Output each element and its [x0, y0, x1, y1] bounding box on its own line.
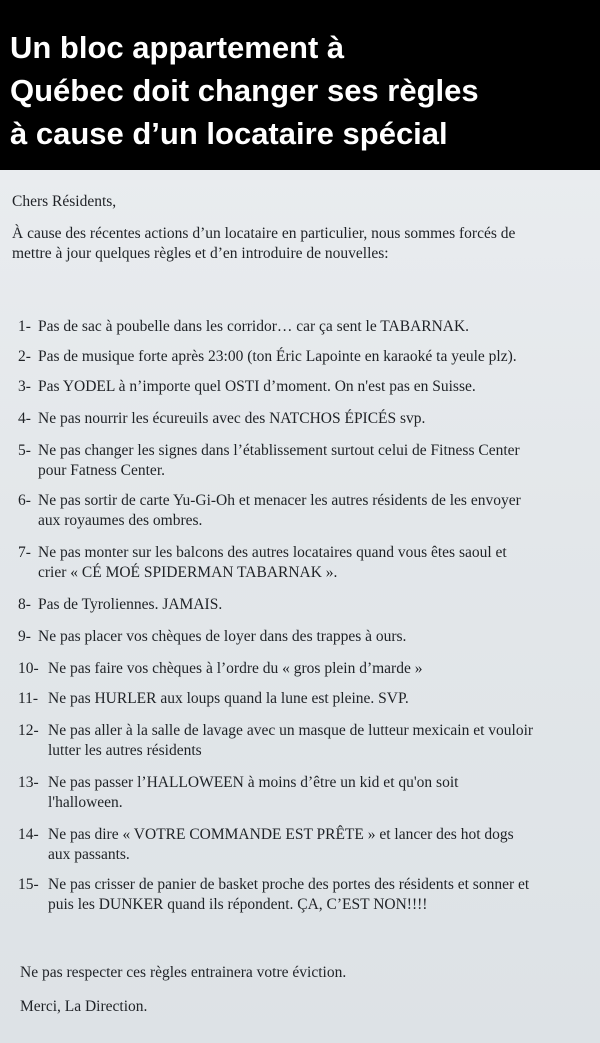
- rule-text-line: Ne pas monter sur les balcons des autres locataires quand vous êtes saoul et: [38, 544, 507, 561]
- rule-text: [48, 875, 600, 915]
- rule-number: 4-: [18, 410, 31, 427]
- rule-number: 11-: [18, 690, 39, 707]
- headline-line: Un bloc appartement à: [10, 30, 345, 65]
- rule-text: [38, 543, 590, 583]
- rule-text: [48, 721, 600, 761]
- rule-text-line: Ne pas sortir de carte Yu-Gi-Oh et menacer les autres résidents de les envoyer: [38, 492, 521, 509]
- rule-number: 9-: [18, 628, 31, 645]
- rule-text-line: puis les DUNKER quand ils répondent. ÇA, C’EST NON!!!!: [48, 896, 428, 913]
- eviction-warning: Ne pas respecter ces règles entrainera votre éviction.: [20, 964, 347, 981]
- rule-text: [38, 441, 590, 481]
- rule-text-line: Ne pas passer l’HALLOWEEN à moins d’être un kid et qu'on soit: [48, 774, 459, 791]
- rule-text-line: Ne pas aller à la salle de lavage avec un masque de lutteur mexicain et vouloir: [48, 722, 534, 739]
- rule-text-line: Pas de musique forte après 23:00 (ton Éric Lapointe en karaoké ta yeule plz).: [38, 348, 517, 365]
- rule-text-line: Ne pas HURLER aux loups quand la lune est pleine. SVP.: [48, 690, 409, 707]
- rule-number: 1-: [18, 318, 31, 335]
- rule-number: 15-: [18, 876, 39, 893]
- notice-letter: [0, 170, 600, 1043]
- rule-text-line: Ne pas placer vos chèques de loyer dans des trappes à ours.: [38, 628, 407, 645]
- rule-text-line: pour Fatness Center.: [38, 462, 165, 479]
- headline-banner: [0, 0, 600, 170]
- rule-text: [48, 773, 600, 813]
- rule-text-line: Pas de Tyroliennes. JAMAIS.: [38, 596, 223, 613]
- rule-text-line: aux royaumes des ombres.: [38, 512, 203, 529]
- rule-text: [48, 689, 600, 709]
- rule-number: 12-: [18, 722, 39, 739]
- rule-text-line: crier « CÉ MOÉ SPIDERMAN TABARNAK ».: [38, 564, 338, 581]
- rule-number: 2-: [18, 348, 31, 365]
- rule-text-line: Ne pas changer les signes dans l’établissement surtout celui de Fitness Center: [38, 442, 520, 459]
- rule-number: 6-: [18, 492, 31, 509]
- rule-text: [38, 317, 590, 337]
- rule-number: 10-: [18, 660, 39, 677]
- rule-text-line: l'halloween.: [48, 794, 123, 811]
- rule-number: 3-: [18, 378, 31, 395]
- intro-line: À cause des récentes actions d’un locataire en particulier, nous sommes forcés de: [12, 225, 516, 242]
- rule-text: [48, 659, 600, 679]
- rule-number: 8-: [18, 596, 31, 613]
- rule-text-line: lutter les autres résidents: [48, 742, 202, 759]
- intro-line: mettre à jour quelques règles et d’en introduire de nouvelles:: [12, 245, 389, 262]
- rule-text-line: Pas de sac à poubelle dans les corridor… car ça sent le TABARNAK.: [38, 318, 470, 335]
- rule-text: [38, 491, 590, 531]
- headline-line: Québec doit changer ses règles: [10, 73, 479, 108]
- rule-text-line: Ne pas nourrir les écureuils avec des NATCHOS ÉPICÉS svp.: [38, 410, 426, 427]
- rule-text: [38, 595, 590, 615]
- rule-number: 13-: [18, 774, 39, 791]
- rule-text: [38, 347, 590, 367]
- rule-text: [48, 825, 600, 865]
- rule-text-line: aux passants.: [48, 846, 130, 863]
- rule-number: 5-: [18, 442, 31, 459]
- rule-text: [38, 627, 590, 647]
- rule-text: [38, 409, 590, 429]
- rule-text-line: Ne pas faire vos chèques à l’ordre du « gros plein d’marde »: [48, 660, 423, 677]
- signature: Merci, La Direction.: [20, 998, 148, 1015]
- headline-line: à cause d’un locataire spécial: [10, 116, 448, 151]
- rule-number: 7-: [18, 544, 31, 561]
- rule-text: [38, 377, 590, 397]
- rule-text-line: Ne pas crisser de panier de basket proche des portes des résidents et sonner et: [48, 876, 530, 893]
- rule-text-line: Ne pas dire « VOTRE COMMANDE EST PRÊTE » et lancer des hot dogs: [48, 826, 514, 843]
- rule-number: 14-: [18, 826, 39, 843]
- rule-text-line: Pas YODEL à n’importe quel OSTI d’moment. On n'est pas en Suisse.: [38, 378, 476, 395]
- greeting: Chers Résidents,: [12, 193, 117, 210]
